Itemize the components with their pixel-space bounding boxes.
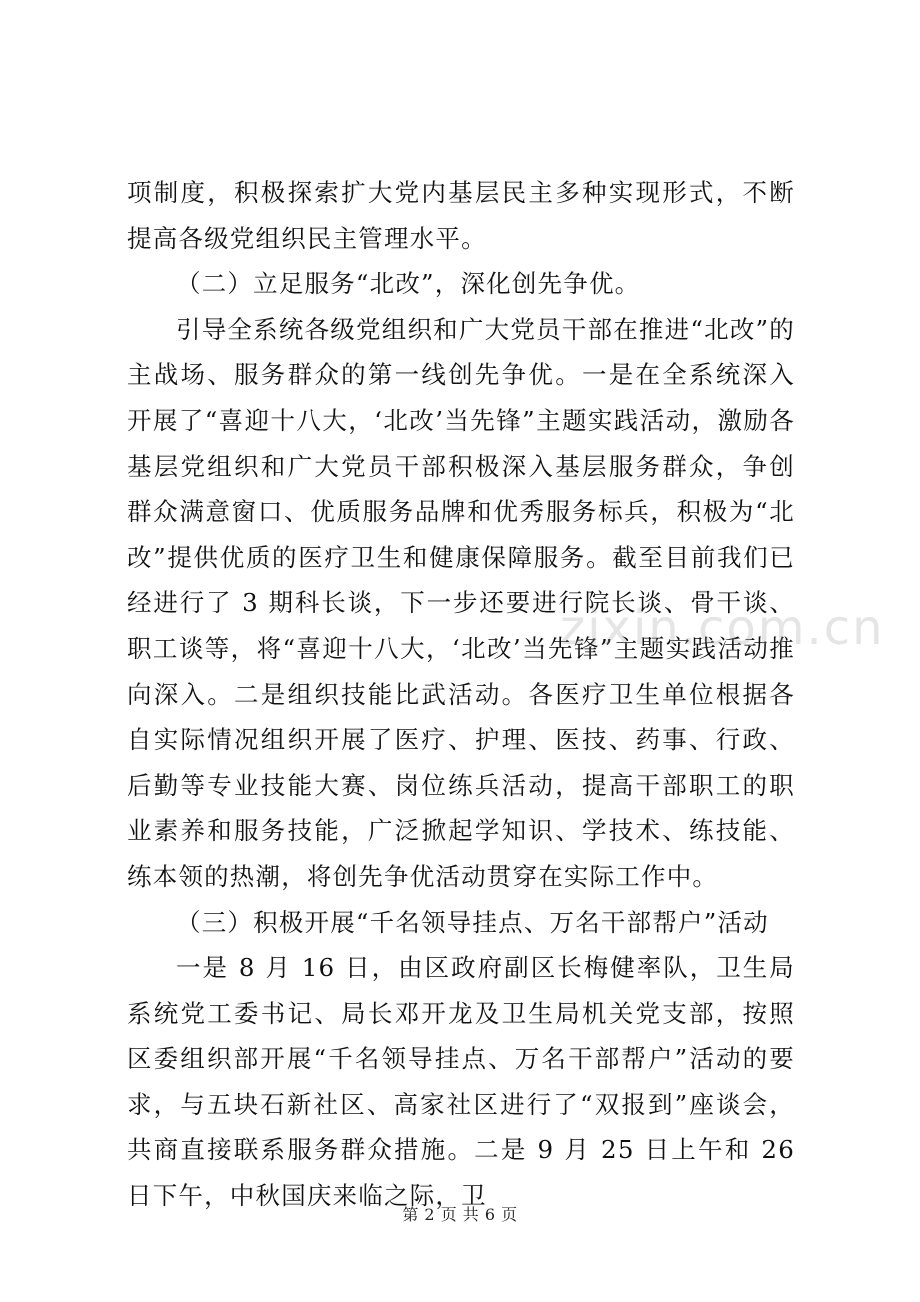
section-heading-3: （三）积极开展“千名领导挂点、万名干部帮户”活动 [176, 907, 769, 937]
watermark: zixin.com.cn [560, 600, 885, 656]
section-heading-2: （二）立足服务“北改”，深化创先争优。 [176, 269, 641, 299]
page-footer: 第 2 页 共 6 页 [402, 1205, 518, 1224]
paragraph-section-2: 引导全系统各级党组织和广大党员干部在推进“北改”的主战场、服务群众的第一线创先争优。一是在全系统深入开展了“喜迎十八大，‘北改’当先锋”主题实践活动，激励各基层党组织和广大党员干部积极深入基层服务群众，争创群众满意窗口、优质服务品牌和优秀服务标兵，积极为“北改”提供优质的医疗卫生和健康保障服务。截至目前我们已经进行了 3 期科长谈，下一步还要进行院长谈、骨干谈、职工谈等，将“喜迎十八大，‘北改’当先锋”主题实践活动推向深入。二是组织技能比武活动。各医疗卫生单位根据各自实际情况组织开展了医疗、护理、医技、药事、行政、后勤等专业技能大赛、岗位练兵活动，提高干部职工的职业素养和服务技能，广泛掀起学知识、学技术、练技能、练本领的热潮，将创先争优活动贯穿在实际工作中。 [127, 314, 795, 891]
paragraph-continuation: 项制度，积极探索扩大党内基层民主多种实现形式，不断提高各级党组织民主管理水平。 [127, 178, 795, 253]
document-body [127, 170, 795, 1219]
paragraph-section-3: 一是 8 月 16 日，由区政府副区长梅健率队，卫生局系统党工委书记、局长邓开龙及卫生局机关党支部，按照区委组织部开展“千名领导挂点、万名干部帮户”活动的要求，与五块石新社区、高家社区进行了“双报到”座谈会，共商直接联系服务群众措施。二是 9 月 25 日上午和 26 日下午，中秋国庆来临之际，卫 [127, 953, 795, 1211]
